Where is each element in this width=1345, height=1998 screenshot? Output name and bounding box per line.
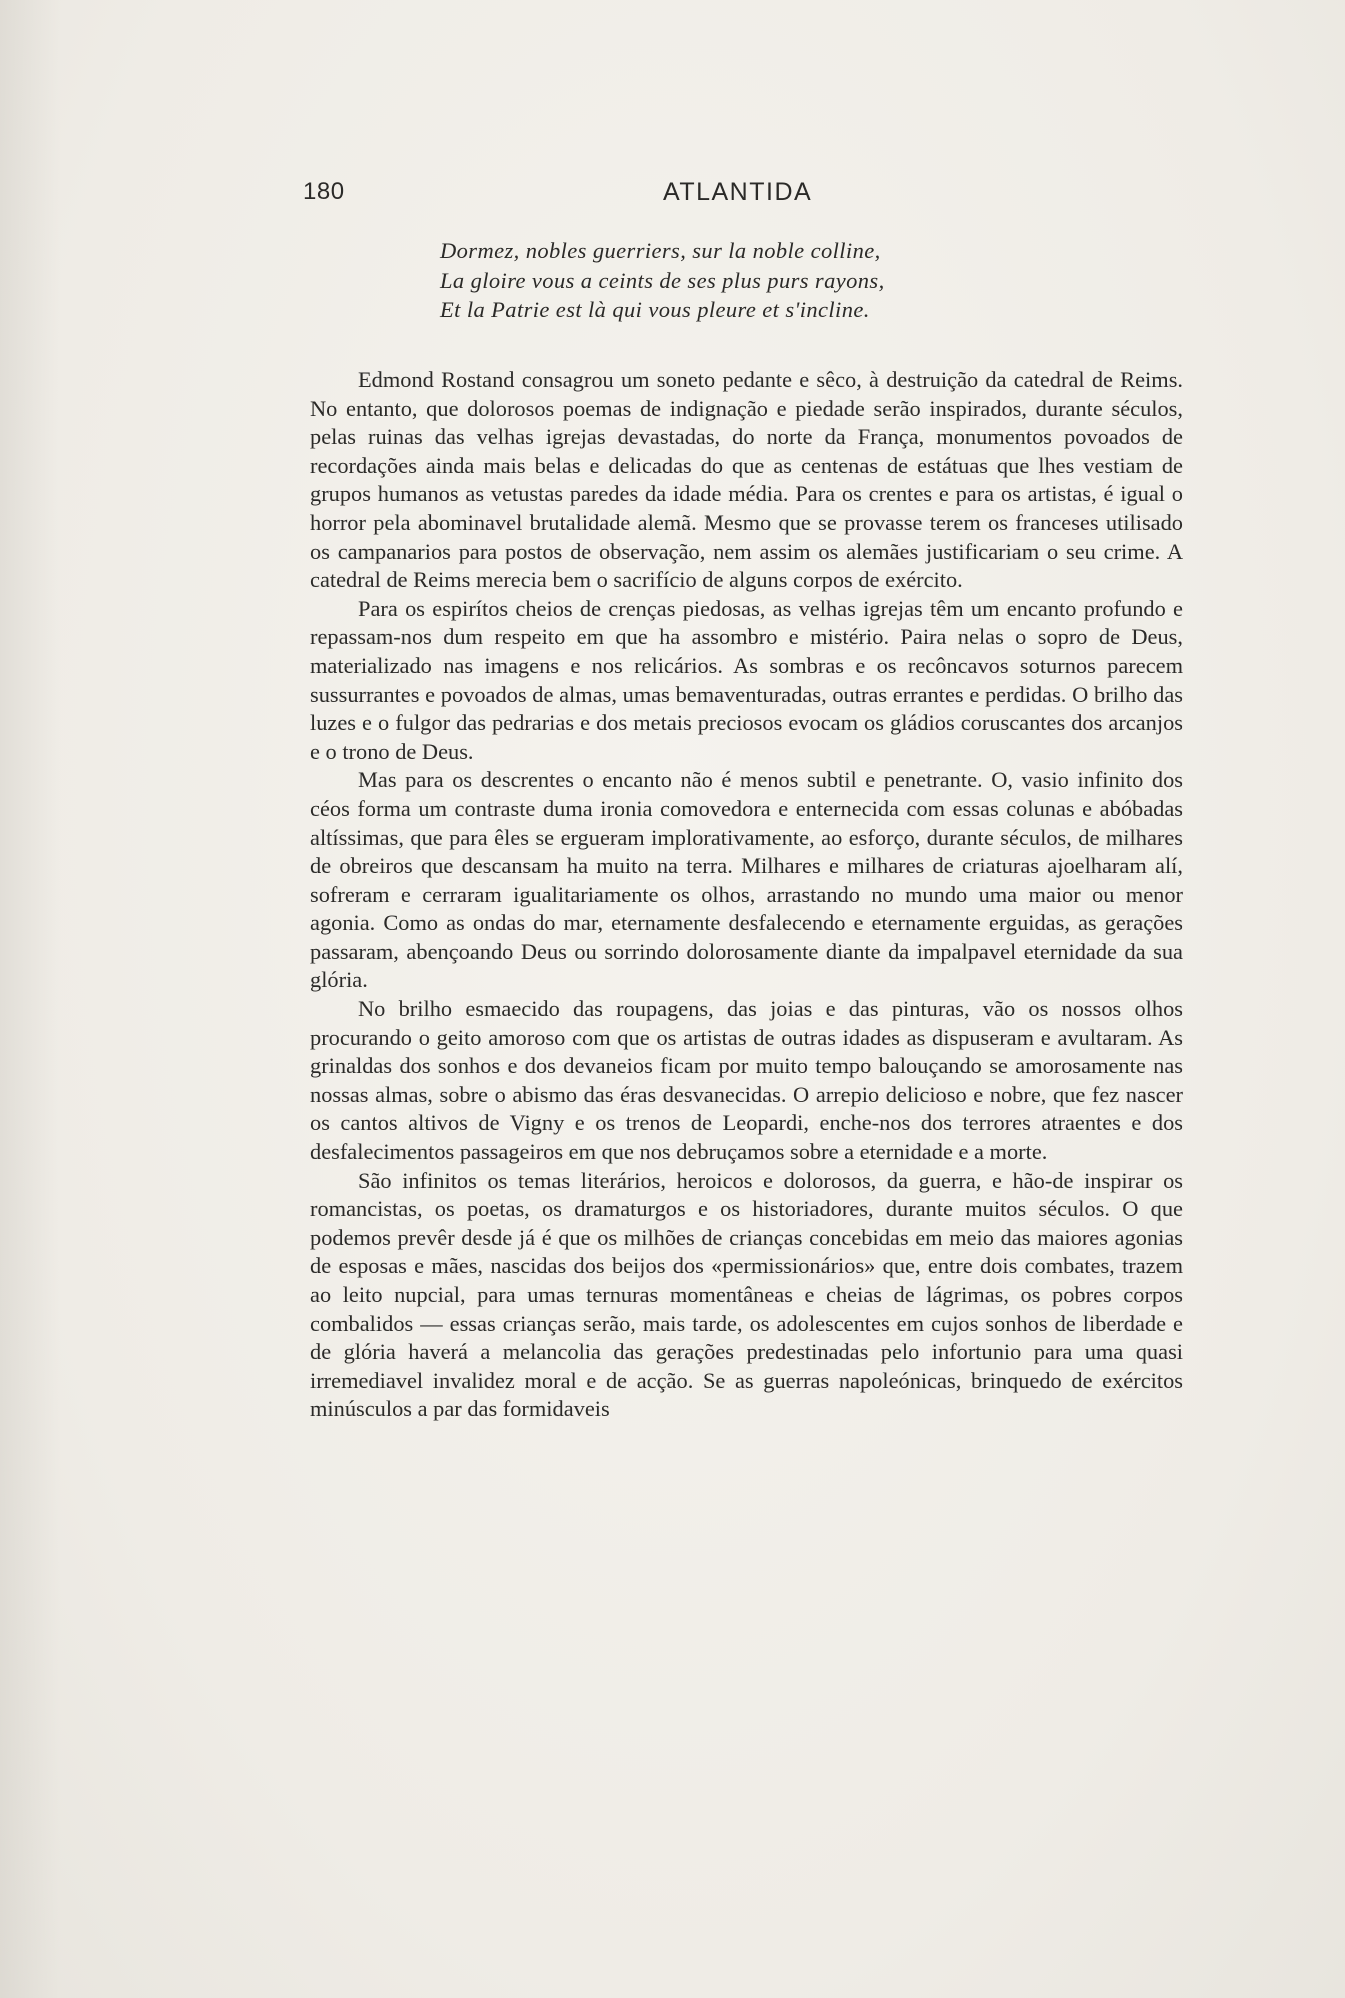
running-title: ATLANTIDA	[663, 178, 813, 206]
verse-line: Et la Patrie est là qui vous pleure et s'incline.	[440, 297, 870, 322]
verse-line: Dormez, nobles guerriers, sur la noble colline,	[440, 238, 881, 263]
paragraph: Edmond Rostand consagrou um soneto pedante e sêco, à destruição da catedral de Reims. No entanto, que dolorosos poemas de indignação e piedade serão inspirados, durante séculos, pelas ruinas das velhas igrejas devastadas, do norte da França, monumentos povoados de recordações ainda mais belas e delicadas do que as centenas de estátuas que lhes vestiam de grupos humanos as vetustas paredes da idade média. Para os crentes e para os artistas, é igual o horror pela abominavel brutalidade alemã. Mesmo que se provasse terem os franceses utilisado os campanarios para postos de observação, nem assim os alemães justificariam o seu crime. A catedral de Reims merecia bem o sacrifício de alguns corpos de exército.	[310, 367, 1183, 593]
paragraph: No brilho esmaecido das roupagens, das joias e das pinturas, vão os nossos olhos procurando o geito amoroso com que os artistas de outras idades as dispuseram e avultaram. As grinaldas dos sonhos e dos devaneios ficam por muito tempo balouçando se amorosamente nas nossas almas, sobre o abismo das éras desvanecidas. O arrepio delicioso e nobre, que fez nascer os cantos altivos de Vigny e os trenos de Leopardi, enche-nos dos terrores atraentes e dos desfalecimentos passageiros em que nos debruçamos sobre a eternidade e a morte.	[310, 996, 1183, 1165]
verse-line: La gloire vous a ceints de ses plus purs rayons,	[440, 267, 885, 293]
page-shadow-edge	[0, 0, 60, 1998]
verse-quotation	[440, 236, 1160, 325]
paragraph: São infinitos os temas literários, heroicos e dolorosos, da guerra, e hão-de inspirar os romancistas, os poetas, os dramaturgos e os historiadores, durante muitos séculos. O que podemos prevêr desde já é que os milhões de crianças concebidas em meio das maiores agonias de esposas e mães, nascidas dos beijos dos «permissionários» que, entre dois combates, trazem ao leito nupcial, para umas ternuras momentâneas e cheias de lágrimas, os pobres corpos combalidos — essas crianças serão, mais tarde, os adolescentes em cujos sonhos de liberdade e de glória haverá a melancolia das gerações predestinadas pelo infortunio para uma quasi irremediavel invalidez moral e de acção. Se as guerras napoleónicas, brinquedo de exércitos minúsculos a par das formidaveis	[310, 1167, 1183, 1422]
page-header	[303, 178, 1183, 214]
page-number: 180	[303, 178, 345, 205]
paragraph: Mas para os descrentes o encanto não é menos subtil e penetrante. O, vasio infinito dos céos forma um contraste duma ironia comovedora e enternecida com essas colunas e abóbadas altíssimas, que para êles se ergueram implorativamente, ao esforço, durante séculos, de milhares de obreiros que descansam ha muito na terra. Milhares e milhares de criaturas ajoelharam alí, sofreram e cerraram igualitariamente os olhos, arrastando no mundo uma maior ou menor agonia. Como as ondas do mar, eternamente desfalecendo e eternamente erguidas, as gerações passaram, abençoando Deus ou sorrindo dolorosamente diante da impalpavel eternidade da sua glória.	[310, 767, 1183, 993]
paragraph: Para os espirítos cheios de crenças piedosas, as velhas igrejas têm um encanto profundo e repassam-nos dum respeito em que ha assombro e mistério. Paira nelas o sopro de Deus, materializado nas imagens e nos relicários. As sombras e os recôncavos soturnos parecem sussurrantes e povoados de almas, umas bemaventuradas, outras errantes e perdidas. O brilho das luzes e o fulgor das pedrarias e dos metais preciosos evocam os gládios coruscantes dos arcanjos e o trono de Deus.	[310, 595, 1183, 764]
body-text	[310, 366, 1183, 1424]
